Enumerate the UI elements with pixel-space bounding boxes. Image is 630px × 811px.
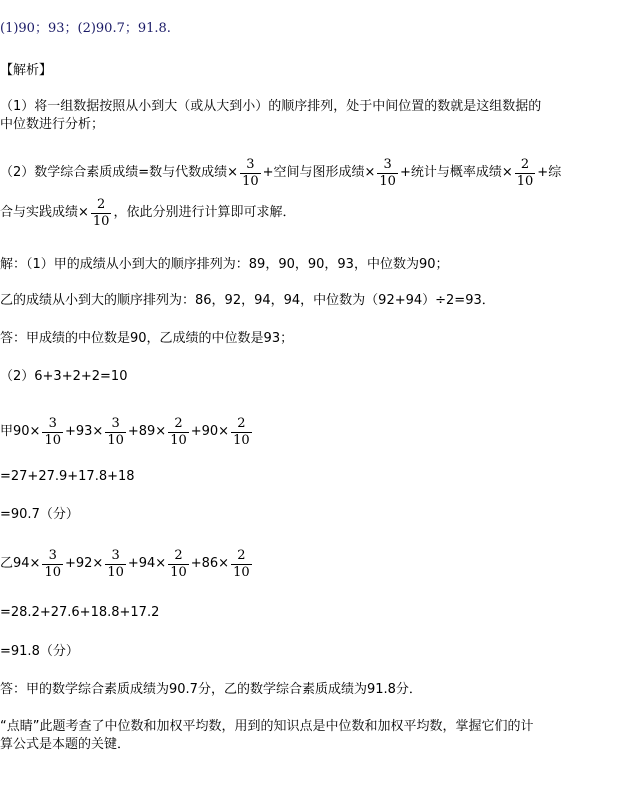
expression-term: 乙94× — [0, 556, 41, 571]
analysis-text: +空间与图形成绩× — [262, 165, 376, 180]
answer-1: 答：甲成绩的中位数是90，乙成绩的中位数是93； — [0, 331, 294, 346]
analysis-point-2-line-2 — [0, 193, 295, 233]
solution-1-yi: 乙的成绩从小到大的顺序排列为：86，92，94，94，中位数为（92+94）÷2=93． — [0, 293, 495, 308]
analysis-point-1-line-2: 中位数进行分析； — [0, 117, 105, 132]
fraction: $\frac{2}{10}$ — [516, 156, 534, 189]
fraction: $\frac{3}{10}$ — [107, 547, 124, 580]
jia-result: =90.7（分） — [0, 507, 79, 522]
jia-step-1: =27+27.9+17.8+18 — [0, 469, 135, 484]
analysis-text: 合与实践成绩× — [0, 205, 89, 220]
jia-weighted-expression — [0, 412, 254, 452]
expression-term: +93× — [64, 424, 104, 439]
analysis-title: 【解析】 — [0, 63, 53, 78]
analysis-text: ，依此分别进行计算即可求解． — [113, 205, 296, 220]
expression-term: +92× — [64, 556, 104, 571]
fraction: $\frac{3}{10}$ — [107, 415, 124, 448]
fraction: $\frac{3}{10}$ — [44, 415, 61, 448]
analysis-text: +综 — [537, 165, 562, 180]
fraction: $\frac{2}{10}$ — [92, 196, 110, 229]
fraction: $\frac{3}{10}$ — [44, 547, 61, 580]
fraction: $\frac{2}{10}$ — [170, 415, 187, 448]
expression-term: +89× — [127, 424, 167, 439]
answer-2: 答：甲的数学综合素质成绩为90.7分，乙的数学综合素质成绩为91.8分． — [0, 682, 422, 697]
analysis-text: （2）数学综合素质成绩=数与代数成绩× — [0, 165, 239, 180]
analysis-text: +统计与概率成绩× — [399, 165, 513, 180]
fraction: $\frac{3}{10}$ — [379, 156, 396, 189]
expression-term: +94× — [127, 556, 167, 571]
yi-step-1: =28.2+27.6+18.8+17.2 — [0, 605, 160, 620]
fraction: $\frac{2}{10}$ — [170, 547, 187, 580]
fraction: $\frac{3}{10}$ — [242, 156, 259, 189]
weight-sum: （2）6+3+2+2=10 — [0, 369, 128, 384]
analysis-point-2-line-1 — [0, 153, 561, 193]
expression-term: 甲90× — [0, 424, 41, 439]
yi-weighted-expression — [0, 544, 254, 584]
fraction: $\frac{2}{10}$ — [233, 415, 250, 448]
expression-term: +86× — [190, 556, 230, 571]
analysis-point-1-line-1: （1）将一组数据按照从小到大（或从大到小）的顺序排列，处于中间位置的数就是这组数据的 — [0, 99, 542, 114]
comment-line-1: “点睛”此题考查了中位数和加权平均数，用到的知识点是中位数和加权平均数，掌握它们的计 — [0, 719, 534, 734]
yi-result: =91.8（分） — [0, 644, 79, 659]
comment-line-2: 算公式是本题的关键． — [0, 737, 131, 752]
solution-1-jia: 解：（1）甲的成绩从小到大的顺序排列为：89，90，90，93，中位数为90； — [0, 257, 449, 272]
expression-term: +90× — [190, 424, 230, 439]
answer-header: (1)90；93；(2)90.7；91.8. — [0, 21, 171, 36]
fraction: $\frac{2}{10}$ — [233, 547, 250, 580]
